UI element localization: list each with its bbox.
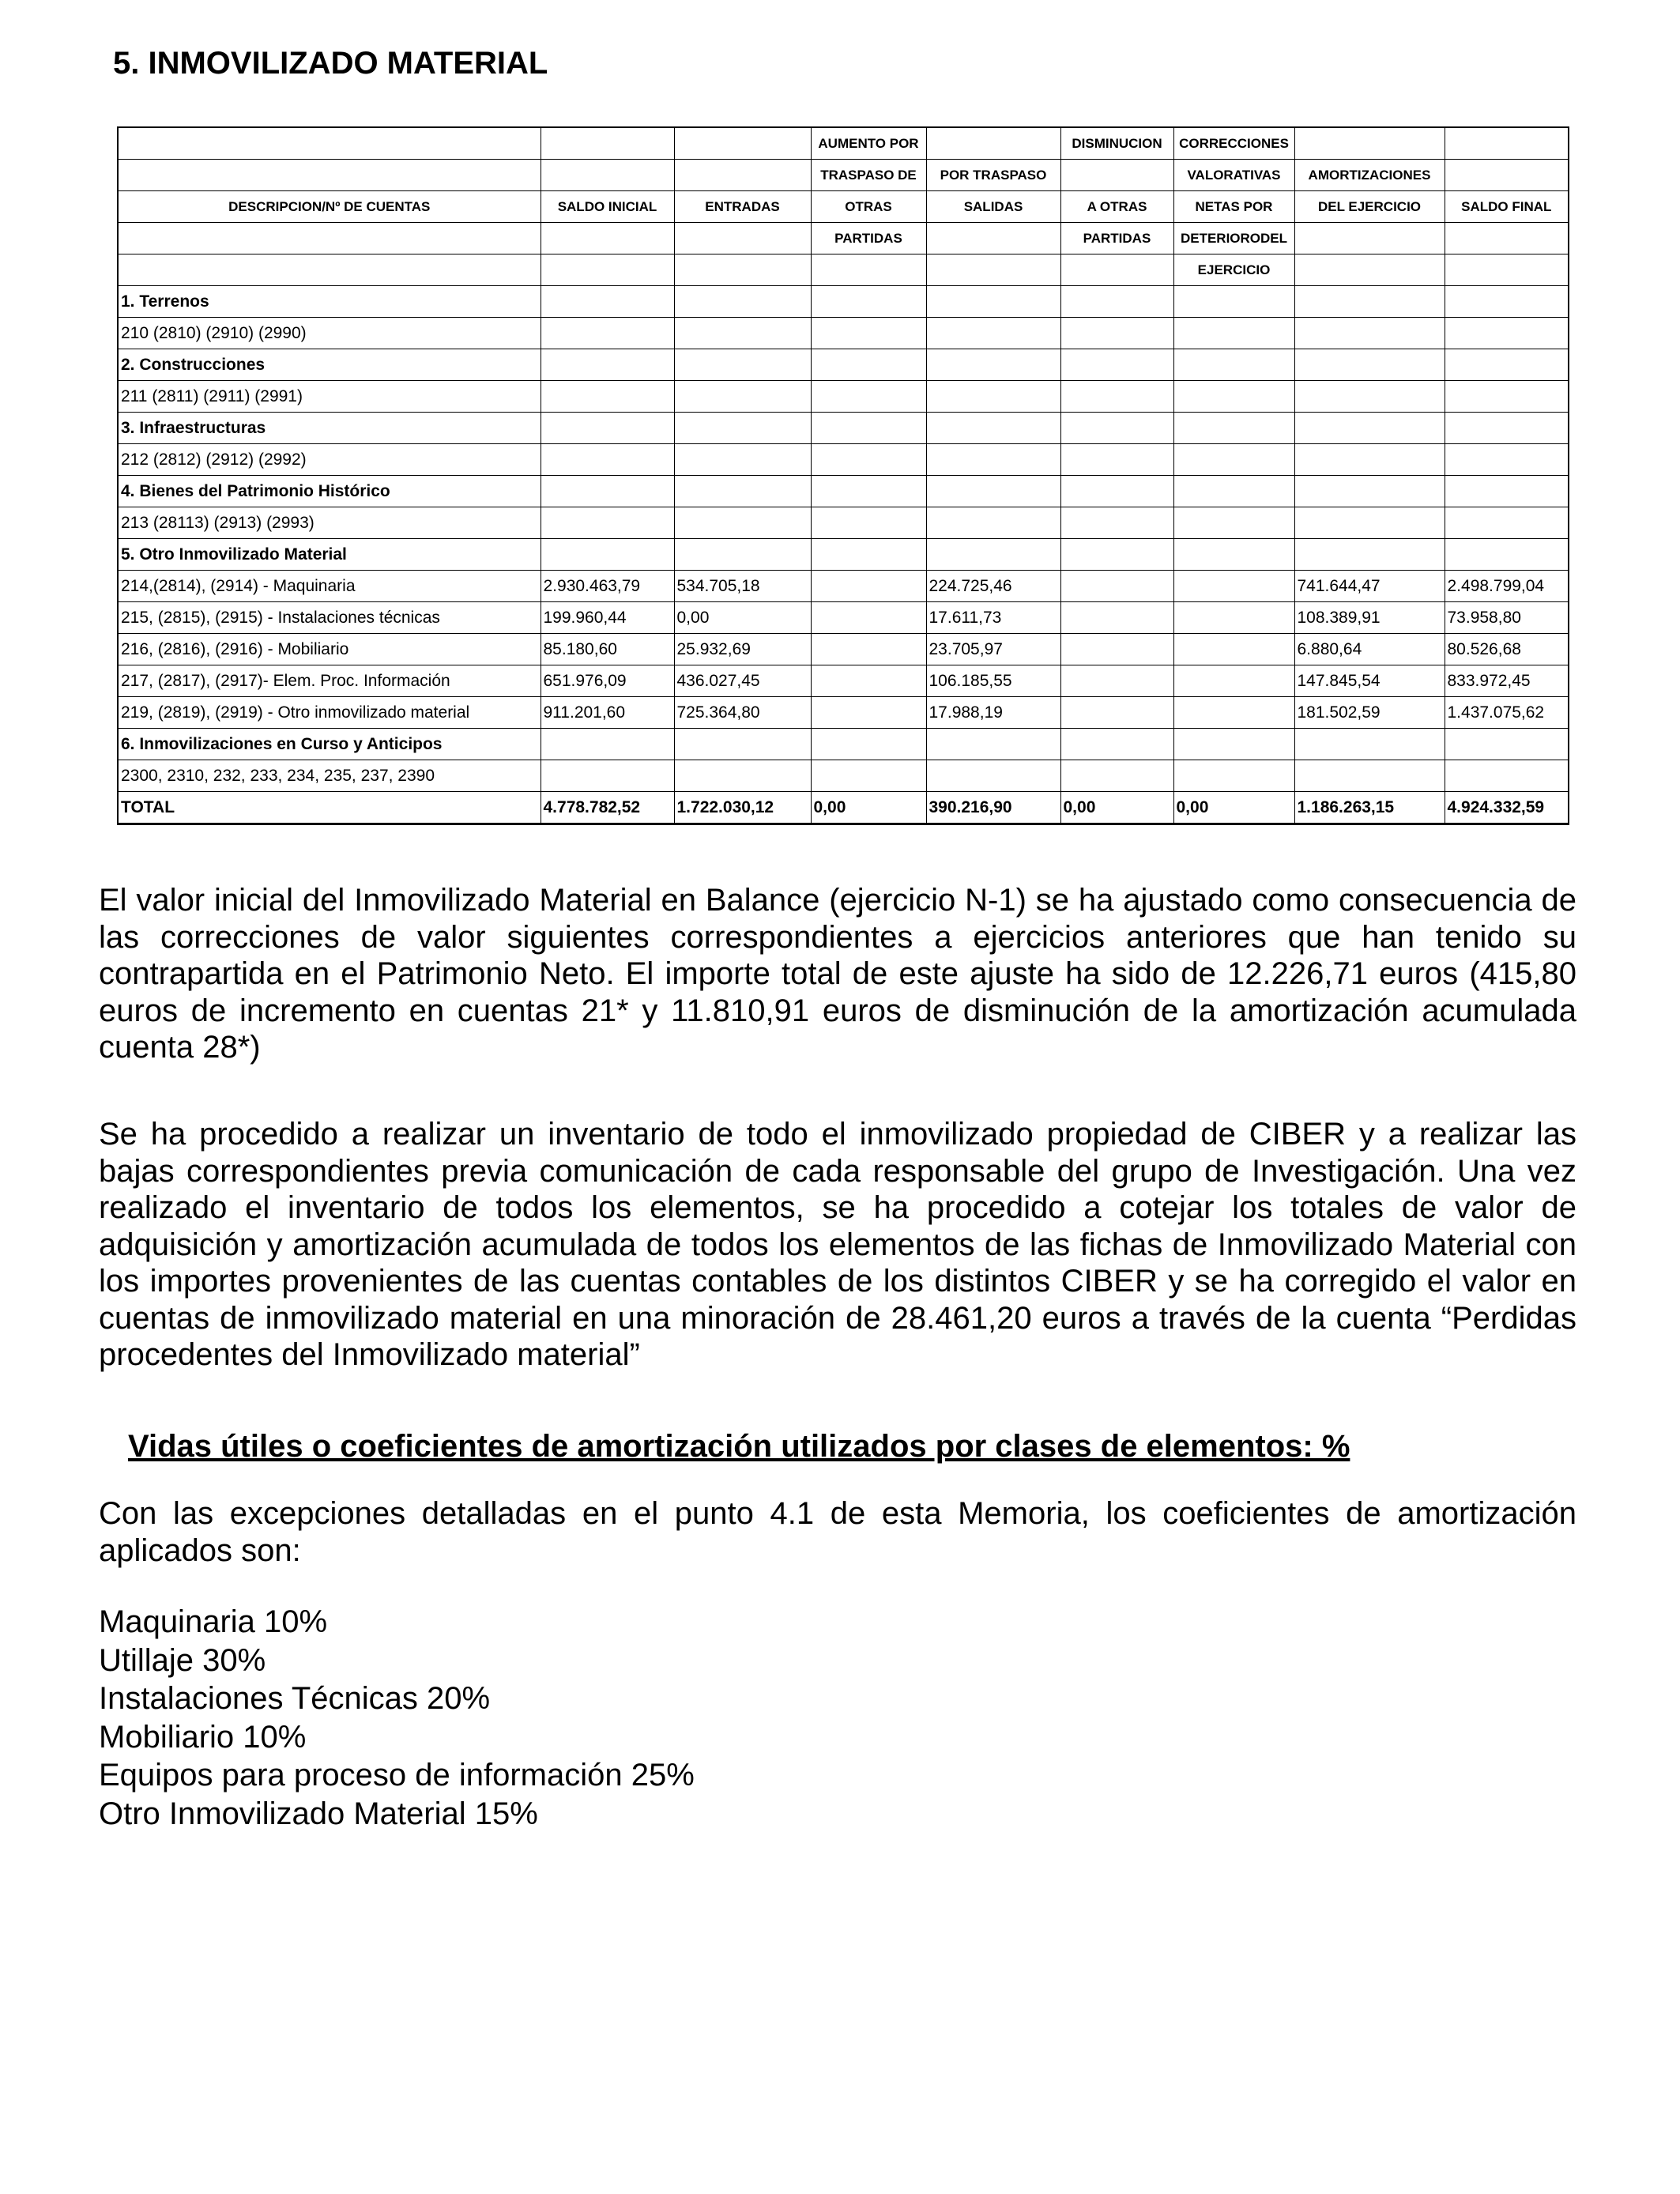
table-cell — [1445, 127, 1569, 160]
table-cell: TRASPASO DE — [811, 160, 926, 191]
table-cell — [926, 413, 1060, 444]
table-cell — [118, 223, 541, 254]
table-cell — [926, 223, 1060, 254]
table-cell: 390.216,90 — [926, 792, 1060, 824]
table-cell — [541, 254, 674, 286]
table-cell — [1060, 286, 1173, 318]
table-total-row — [118, 792, 1569, 824]
table-cell — [926, 349, 1060, 381]
table-cell: 215, (2815), (2915) - Instalaciones técnicas — [118, 602, 541, 634]
table-cell — [1445, 413, 1569, 444]
table-cell: 833.972,45 — [1445, 665, 1569, 697]
table-cell — [1294, 349, 1445, 381]
table-cell: 2. Construcciones — [118, 349, 541, 381]
table-cell — [926, 444, 1060, 476]
table-cell — [1060, 444, 1173, 476]
table-cell — [1173, 286, 1294, 318]
table-cell — [1173, 381, 1294, 413]
table-row — [118, 286, 1569, 318]
table-cell: DETERIORODEL — [1173, 223, 1294, 254]
table-row — [118, 381, 1569, 413]
table-cell — [811, 444, 926, 476]
table-row — [118, 602, 1569, 634]
table-cell: 0,00 — [1060, 792, 1173, 824]
table-cell — [1060, 634, 1173, 665]
table-cell — [541, 760, 674, 792]
table-cell — [1294, 254, 1445, 286]
table-cell — [674, 223, 811, 254]
table-cell — [1445, 223, 1569, 254]
table-cell — [1445, 476, 1569, 507]
table-cell: 725.364,80 — [674, 697, 811, 729]
table-cell: 217, (2817), (2917)- Elem. Proc. Información — [118, 665, 541, 697]
table-cell: 436.027,45 — [674, 665, 811, 697]
table-cell — [541, 413, 674, 444]
table-cell: SALDO INICIAL — [541, 191, 674, 223]
table-cell — [926, 381, 1060, 413]
table-cell — [811, 539, 926, 571]
table-cell: 106.185,55 — [926, 665, 1060, 697]
table-cell: 534.705,18 — [674, 571, 811, 602]
table-cell — [811, 571, 926, 602]
table-cell: 6. Inmovilizaciones en Curso y Anticipos — [118, 729, 541, 760]
table-cell — [674, 729, 811, 760]
table-cell: 1.186.263,15 — [1294, 792, 1445, 824]
table-cell — [1294, 318, 1445, 349]
table-cell — [1173, 697, 1294, 729]
table-cell — [1445, 381, 1569, 413]
table-cell: DEL EJERCICIO — [1294, 191, 1445, 223]
table-cell: AMORTIZACIONES — [1294, 160, 1445, 191]
table-header-row — [118, 223, 1569, 254]
table-row — [118, 697, 1569, 729]
table-cell — [1060, 539, 1173, 571]
table-cell — [1294, 507, 1445, 539]
table-cell — [1173, 476, 1294, 507]
table-row — [118, 539, 1569, 571]
coef-list — [99, 1603, 695, 1833]
table-cell — [1445, 729, 1569, 760]
table-cell — [1060, 381, 1173, 413]
table-cell — [926, 318, 1060, 349]
table-cell: 4.924.332,59 — [1445, 792, 1569, 824]
table-cell — [1294, 539, 1445, 571]
table-cell — [674, 507, 811, 539]
table-cell: 5. Otro Inmovilizado Material — [118, 539, 541, 571]
table-cell: 210 (2810) (2910) (2990) — [118, 318, 541, 349]
table-cell — [1445, 349, 1569, 381]
table-header-row — [118, 127, 1569, 160]
table-cell: ENTRADAS — [674, 191, 811, 223]
table-cell — [811, 286, 926, 318]
table-cell — [674, 318, 811, 349]
table-cell — [1445, 760, 1569, 792]
table-cell: 199.960,44 — [541, 602, 674, 634]
coef-item: Mobiliario 10% — [99, 1719, 307, 1755]
coef-item: Equipos para proceso de información 25% — [99, 1758, 695, 1793]
table-cell — [1294, 729, 1445, 760]
table-cell: 25.932,69 — [674, 634, 811, 665]
table-cell — [1173, 539, 1294, 571]
table-cell — [1294, 476, 1445, 507]
table-cell — [926, 254, 1060, 286]
table-cell: 108.389,91 — [1294, 602, 1445, 634]
table-cell — [674, 760, 811, 792]
table-cell — [1060, 413, 1173, 444]
table-row — [118, 476, 1569, 507]
table-cell — [674, 127, 811, 160]
table-cell — [674, 476, 811, 507]
table-cell — [811, 349, 926, 381]
table-cell: 181.502,59 — [1294, 697, 1445, 729]
table-cell — [811, 254, 926, 286]
table-cell — [1445, 539, 1569, 571]
table-cell: SALDO FINAL — [1445, 191, 1569, 223]
table-cell: DESCRIPCION/Nº DE CUENTAS — [118, 191, 541, 223]
table-cell — [118, 127, 541, 160]
table-cell — [541, 318, 674, 349]
table-cell — [1060, 665, 1173, 697]
table-header-row — [118, 254, 1569, 286]
table-cell — [541, 444, 674, 476]
table-cell — [1173, 665, 1294, 697]
table-cell — [1060, 507, 1173, 539]
table-cell — [541, 507, 674, 539]
table-cell: 17.611,73 — [926, 602, 1060, 634]
paragraph-inventario: Se ha procedido a realizar un inventario de todo el inmovilizado propiedad de CIBER y a realizar las bajas correspondientes previa comunicación de cada responsable del grupo de Investigación. Una vez realizado el inventario de todos los elementos, se ha procedido a cotejar los totales de valor de adquisición y amortización acumulada de todos los elementos de las fichas de Inmovilizado Material con los importes provenientes de las cuentas contables de los distintos CIBER y se ha corregido el valor en cuentas de inmovilizado material en una minoración de 28.461,20 euros a través de la cuenta “Perdidas procedentes del Inmovilizado material” — [99, 1117, 1576, 1372]
table-row — [118, 571, 1569, 602]
table-cell — [541, 381, 674, 413]
table-cell: SALIDAS — [926, 191, 1060, 223]
table-cell: 911.201,60 — [541, 697, 674, 729]
table-cell — [811, 476, 926, 507]
table-cell — [118, 160, 541, 191]
table-cell — [541, 539, 674, 571]
table-cell: EJERCICIO — [1173, 254, 1294, 286]
table-cell — [1060, 476, 1173, 507]
table-cell: 0,00 — [1173, 792, 1294, 824]
table-cell: 4.778.782,52 — [541, 792, 674, 824]
table-cell — [1060, 697, 1173, 729]
table-cell: 213 (28113) (2913) (2993) — [118, 507, 541, 539]
table-cell — [1060, 760, 1173, 792]
table-cell: POR TRASPASO — [926, 160, 1060, 191]
table-cell: 2300, 2310, 232, 233, 234, 235, 237, 2390 — [118, 760, 541, 792]
table-cell — [1294, 760, 1445, 792]
table-cell — [541, 349, 674, 381]
table-cell — [541, 160, 674, 191]
table-cell: 23.705,97 — [926, 634, 1060, 665]
table-cell: 73.958,80 — [1445, 602, 1569, 634]
table-cell — [811, 602, 926, 634]
table-cell: PARTIDAS — [1060, 223, 1173, 254]
table-cell — [1445, 160, 1569, 191]
table-cell: AUMENTO POR — [811, 127, 926, 160]
table-cell — [926, 507, 1060, 539]
table-header-row — [118, 160, 1569, 191]
vidas-utiles-heading: Vidas útiles o coeficientes de amortización utilizados por clases de elementos: % — [128, 1429, 1350, 1464]
table-row — [118, 413, 1569, 444]
table-cell — [1173, 349, 1294, 381]
coef-item: Instalaciones Técnicas 20% — [99, 1681, 491, 1716]
table-cell: VALORATIVAS — [1173, 160, 1294, 191]
table-cell — [1445, 254, 1569, 286]
table-cell — [1173, 444, 1294, 476]
table-cell — [1445, 318, 1569, 349]
table-cell — [1294, 223, 1445, 254]
table-cell: 741.644,47 — [1294, 571, 1445, 602]
table-cell — [1060, 571, 1173, 602]
table-cell — [926, 760, 1060, 792]
table-cell — [1294, 381, 1445, 413]
table-cell — [811, 507, 926, 539]
table-cell — [811, 413, 926, 444]
table-cell: 211 (2811) (2911) (2991) — [118, 381, 541, 413]
table-cell — [811, 318, 926, 349]
table-cell: CORRECCIONES — [1173, 127, 1294, 160]
table-cell: 224.725,46 — [926, 571, 1060, 602]
table-cell: A OTRAS — [1060, 191, 1173, 223]
table-row — [118, 665, 1569, 697]
table-cell — [674, 349, 811, 381]
table-cell: 2.498.799,04 — [1445, 571, 1569, 602]
table-cell — [1173, 413, 1294, 444]
table-cell — [926, 539, 1060, 571]
table-cell — [1060, 729, 1173, 760]
table-cell: 219, (2819), (2919) - Otro inmovilizado material — [118, 697, 541, 729]
table-cell — [1173, 571, 1294, 602]
table-cell: 651.976,09 — [541, 665, 674, 697]
table-cell: 212 (2812) (2912) (2992) — [118, 444, 541, 476]
table-cell: 216, (2816), (2916) - Mobiliario — [118, 634, 541, 665]
table-cell — [1060, 602, 1173, 634]
table-cell: 3. Infraestructuras — [118, 413, 541, 444]
table-cell — [541, 223, 674, 254]
table-cell — [118, 254, 541, 286]
table-cell — [541, 729, 674, 760]
inmovilizado-table — [117, 126, 1569, 825]
table-cell: 214,(2814), (2914) - Maquinaria — [118, 571, 541, 602]
table-cell — [811, 729, 926, 760]
paragraph-ajuste: El valor inicial del Inmovilizado Material en Balance (ejercicio N-1) se ha ajustado como consecuencia de las correcciones de valor siguientes correspondientes a ejercicios anteriores que han tenido su contrapartida en el Patrimonio Neto. El importe total de este ajuste ha sido de 12.226,71 euros (415,80 euros de incremento en cuentas 21* y 11.810,91 euros de disminución de la amortización acumulada cuenta 28*) — [99, 883, 1576, 1065]
table-cell: PARTIDAS — [811, 223, 926, 254]
table-cell — [926, 286, 1060, 318]
coef-intro: Con las excepciones detalladas en el punto 4.1 de esta Memoria, los coeficientes de amortización aplicados son: — [99, 1496, 1576, 1568]
table-cell — [674, 254, 811, 286]
table-cell: 17.988,19 — [926, 697, 1060, 729]
table-cell: NETAS POR — [1173, 191, 1294, 223]
table-cell — [1173, 760, 1294, 792]
table-cell — [1445, 286, 1569, 318]
table-cell — [1173, 634, 1294, 665]
table-cell: OTRAS — [811, 191, 926, 223]
table-cell: 6.880,64 — [1294, 634, 1445, 665]
table-row — [118, 634, 1569, 665]
table-cell — [541, 286, 674, 318]
table-cell — [1173, 507, 1294, 539]
section-title: 5. INMOVILIZADO MATERIAL — [113, 46, 548, 81]
coef-item: Maquinaria 10% — [99, 1604, 328, 1639]
table-cell — [926, 476, 1060, 507]
table-cell — [1060, 254, 1173, 286]
table-row — [118, 318, 1569, 349]
table-cell: 0,00 — [811, 792, 926, 824]
table-cell — [674, 160, 811, 191]
table-row — [118, 760, 1569, 792]
table-row — [118, 349, 1569, 381]
table-cell — [1445, 507, 1569, 539]
table-cell — [811, 634, 926, 665]
table-cell — [541, 127, 674, 160]
table-cell — [926, 729, 1060, 760]
table-cell — [1173, 318, 1294, 349]
table-cell: 0,00 — [674, 602, 811, 634]
table-cell — [1445, 444, 1569, 476]
table-header-row — [118, 191, 1569, 223]
table-cell — [1173, 602, 1294, 634]
coef-item: Otro Inmovilizado Material 15% — [99, 1796, 538, 1831]
table-cell: 4. Bienes del Patrimonio Histórico — [118, 476, 541, 507]
table-cell — [926, 127, 1060, 160]
table-cell — [1294, 286, 1445, 318]
table-cell — [674, 444, 811, 476]
table-cell — [1060, 318, 1173, 349]
table-cell — [541, 476, 674, 507]
table-cell — [674, 286, 811, 318]
table-cell: 1.722.030,12 — [674, 792, 811, 824]
table-cell: 1. Terrenos — [118, 286, 541, 318]
table-cell — [811, 665, 926, 697]
table-row — [118, 729, 1569, 760]
table-cell — [674, 413, 811, 444]
table-cell: 80.526,68 — [1445, 634, 1569, 665]
table-row — [118, 444, 1569, 476]
table-cell: 1.437.075,62 — [1445, 697, 1569, 729]
table-row — [118, 507, 1569, 539]
table-cell — [811, 760, 926, 792]
table-cell: 2.930.463,79 — [541, 571, 674, 602]
table-cell: DISMINUCION — [1060, 127, 1173, 160]
table-cell — [1060, 349, 1173, 381]
table-cell: TOTAL — [118, 792, 541, 824]
table-cell — [811, 381, 926, 413]
coef-item: Utillaje 30% — [99, 1642, 266, 1678]
table-cell — [674, 381, 811, 413]
table-cell — [1173, 729, 1294, 760]
table-cell — [811, 697, 926, 729]
table-cell — [674, 539, 811, 571]
table-cell: 85.180,60 — [541, 634, 674, 665]
table-cell — [1294, 444, 1445, 476]
table-cell — [1294, 413, 1445, 444]
table-cell — [1294, 127, 1445, 160]
table-cell: 147.845,54 — [1294, 665, 1445, 697]
table-cell — [1060, 160, 1173, 191]
